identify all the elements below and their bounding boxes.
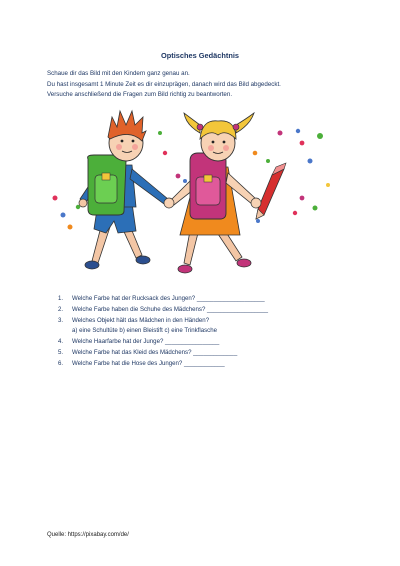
instructions bbox=[47, 69, 367, 101]
list-item: 4. Welche Haarfarbe hat der Junge? ________________ bbox=[58, 338, 220, 346]
source-footer: Quelle: https://pixabay.com/de/ bbox=[47, 532, 129, 538]
instruction-line: Versuche anschließend die Fragen zum Bild richtig zu beantworten. bbox=[47, 91, 233, 98]
question-text: Welches Objekt hält das Mädchen in den Händen? bbox=[72, 316, 210, 324]
pencil-icon bbox=[256, 163, 286, 219]
question-text: Welche Farbe haben die Schuhe des Mädchens? __________________ bbox=[72, 305, 269, 313]
question-text: Welche Farbe hat die Hose des Jungen? ____________ bbox=[72, 359, 225, 367]
instruction-line: Schaue dir das Bild mit den Kindern ganz genau an. bbox=[47, 70, 190, 77]
boy-figure bbox=[79, 111, 168, 269]
page-title: Optisches Gedächtnis bbox=[160, 51, 240, 60]
children-illustration bbox=[40, 103, 340, 283]
list-item: 5. Welche Farbe hat das Kleid des Mädchens? _____________ bbox=[58, 348, 238, 356]
list-item: 3. Welches Objekt hält das Mädchen in den Händen? a) eine Schultüte b) einen Bleistift c) eine Trinkflasche bbox=[58, 316, 358, 338]
question-text: Welche Haarfarbe hat der Junge? ________________ bbox=[72, 338, 220, 346]
instruction-line: Du hast insgesamt 1 Minute Zeit es dir einzuprägen, danach wird das Bild abgedeckt. bbox=[47, 80, 281, 88]
question-text: Welche Farbe hat der Rucksack des Jungen? ____________________ bbox=[72, 295, 265, 302]
question-list bbox=[58, 294, 358, 370]
answer-options: a) eine Schultüte b) einen Bleistift c) eine Trinkflasche bbox=[72, 327, 217, 335]
girl-figure bbox=[164, 113, 286, 273]
question-text: Welche Farbe hat das Kleid des Mädchens? _____________ bbox=[72, 348, 238, 356]
list-item: 6. Welche Farbe hat die Hose des Jungen? ____________ bbox=[58, 359, 225, 367]
list-item: 1. Welche Farbe hat der Rucksack des Jungen? ____________________ bbox=[58, 295, 265, 302]
list-item: 2. Welche Farbe haben die Schuhe des Mädchens? __________________ bbox=[58, 305, 269, 313]
